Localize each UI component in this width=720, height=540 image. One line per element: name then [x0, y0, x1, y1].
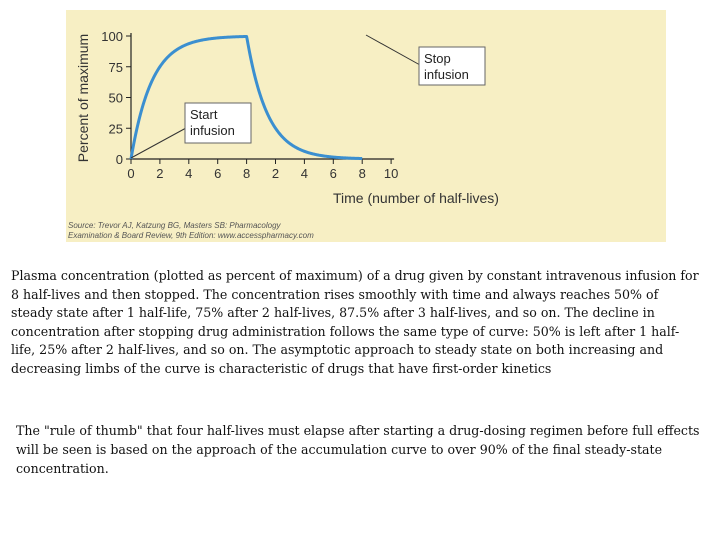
- y-axis-label: Percent of maximum: [75, 33, 91, 163]
- rule-of-thumb-note: The "rule of thumb" that four half-lives must elapse after starting a drug-dosing regimen before full effects will be seen is based on the approach of the accumulation curve to over 90% of the final steady-state concentration.: [16, 423, 700, 476]
- stop-callout-line2: infusion: [424, 67, 469, 82]
- figure-caption: Plasma concentration (plotted as percent of maximum) of a drug given by constant intravenous infusion for 8 half-lives and then stopped. The concentration rises smoothly with time and always reaches 50% of steady state after 1 half-life, 75% after 2 half-lives, 87.5% after 3 half-lives, and so on. The decline in concentration after stopping drug administration follows the same type of curve: 50% is left after 1 half-life, 25% after 2 half-lives, and so on. The asymptotic approach to steady state on both increasing and decreasing limbs of the curve is characteristic of drugs that have first-order kinetics: [11, 268, 699, 376]
- x-tick-label: 0: [127, 166, 135, 181]
- x-tick-label: 4: [185, 166, 193, 181]
- x-tick-label: 8: [358, 166, 366, 181]
- x-axis-label: Time (number of half-lives): [333, 190, 499, 206]
- x-tick-label: 8: [242, 166, 251, 181]
- y-tick-label: 50: [108, 90, 123, 106]
- x-tick-label: 10: [383, 166, 399, 181]
- x-tick-label: 2: [271, 166, 280, 181]
- source-line-1: Source: Trevor AJ, Katzung BG, Masters SB: Pharmacology: [68, 221, 281, 230]
- source-line-2: Examination & Board Review, 9th Edition: www.accesspharmacy.com: [68, 231, 314, 240]
- x-tick-label: 6: [329, 166, 337, 181]
- x-tick-label: 4: [300, 166, 309, 181]
- y-tick-label: 0: [115, 152, 123, 167]
- chart-background: [66, 10, 666, 242]
- start-callout-line1: Start: [190, 107, 218, 122]
- y-tick-label: 75: [108, 59, 123, 75]
- y-tick-label: 100: [101, 29, 123, 44]
- x-tick-label: 2: [156, 166, 164, 181]
- x-tick-label: 6: [214, 166, 222, 181]
- stop-callout-line1: Stop: [424, 51, 451, 66]
- start-callout-line2: infusion: [190, 123, 235, 138]
- half-life-chart: [66, 10, 666, 242]
- figure: [66, 10, 666, 242]
- y-tick-label: 25: [108, 121, 123, 137]
- figure-source: [68, 221, 588, 241]
